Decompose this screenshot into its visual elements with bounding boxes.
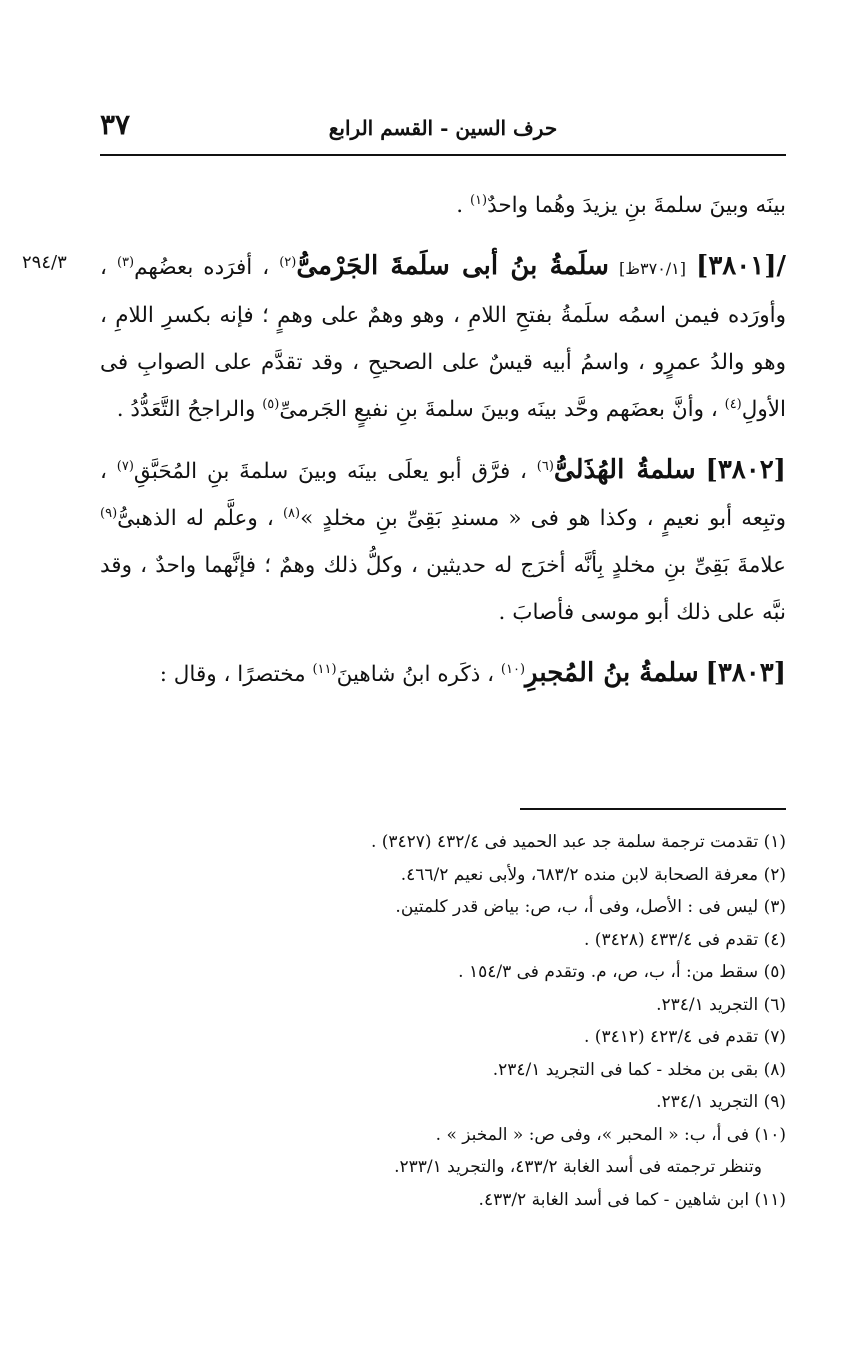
entry-3803 xyxy=(100,650,786,698)
footnote-marker: (٢) xyxy=(279,254,297,270)
footnote: (٣) ليس فى : الأصل، وفى أ، ب، ص: بياض قدر كلمتين. xyxy=(395,897,786,917)
entry-text: ، فرَّق أبو يعلَى بينَه وبينَ سلمةَ بنِ المُحَبَّقِ xyxy=(133,459,527,484)
entry-ref: [٣٧٠/١ظ] xyxy=(618,259,687,278)
running-head: حرف السين - القسم الرابع xyxy=(328,116,558,140)
entry-name: سلَمةُ بنُ أبى سلَمةَ الجَرْمىُّ xyxy=(296,251,609,281)
main-text xyxy=(100,182,786,698)
continuation-end: . xyxy=(456,193,470,218)
entry-3801 xyxy=(100,243,786,433)
footnote: (٨) بقى بن مخلد - كما فى التجريد ٢٣٤/١. xyxy=(492,1059,786,1080)
entry-number: [٣٨٠٢] xyxy=(705,455,786,485)
page-header xyxy=(100,108,786,144)
footnote-marker: (١) xyxy=(469,192,488,208)
entry-name: سلمةُ بنُ المُجبرِ xyxy=(525,658,699,688)
footnote-marker: (٥) xyxy=(262,396,280,412)
entry-text: ، أفرَده بعضُهم xyxy=(134,255,270,280)
footnote: (٢) معرفة الصحابة لابن منده ٦٨٣/٢، ولأبى نعيم ٤٦٦/٢. xyxy=(400,864,786,885)
continuation-text: بينَه وبينَ سلمةَ بنِ يزيدَ وهُما واحدٌ xyxy=(487,193,786,218)
header-rule xyxy=(100,154,786,156)
entry-text: ، وعلَّم له الذهبىُّ xyxy=(117,506,274,531)
footnote-rule xyxy=(520,808,786,810)
footnote-marker: (٧) xyxy=(116,458,134,474)
entry-text: ، وأورَده فيمن اسمُه سلَمةُ بفتحِ اللامِ ، وهو وهمٌ على وهمٍ ؛ فإنه بكسرِ اللامِ ، وهو والدُ عمرٍو ، واسمُ أبيه قيسٌ على الصحيحِ ، وقد تقدَّم على الصوابِ فى الأولِ xyxy=(100,255,786,422)
entry-name: سلمةُ الهُذَلىُّ xyxy=(553,455,696,485)
footnote: (٥) سقط من: أ، ب، ص، م. وتقدم فى ١٥٤/٣ . xyxy=(458,962,786,982)
entry-mark: / xyxy=(776,251,786,281)
entry-text: ، وأنَّ بعضَهم وحَّد بينَه وبينَ سلمةَ بنِ نفيعٍ الجَرمىِّ xyxy=(279,397,718,422)
continuation-paragraph xyxy=(100,182,786,229)
entry-text: مختصرًا ، وقال : xyxy=(159,662,306,687)
footnote-continuation: وتنظر ترجمته فى أسد الغابة ٤٣٣/٢، والتجريد ٢٣٣/١. xyxy=(394,1157,762,1177)
footnote-marker: (١٠) xyxy=(500,661,526,677)
footnote: (١) تقدمت ترجمة سلمة جد عبد الحميد فى ٤٣٢/٤ (٣٤٢٧) . xyxy=(370,832,786,852)
entry-number: [٣٨٠١] xyxy=(696,251,777,281)
footnote-marker: (٩) xyxy=(100,505,118,521)
footnote: (١٠) فى أ، ب: « المحبر »، وفى ص: « المخبز » . xyxy=(435,1124,786,1145)
margin-note: ٢٩٤/٣ xyxy=(22,252,67,273)
page-number: ٣٧ xyxy=(100,108,131,141)
footnote-marker: (٦) xyxy=(536,458,554,474)
footnotes xyxy=(100,826,786,1216)
entry-text: علامةَ بَقِىِّ بنِ مخلدٍ بِأنَّه أخرَج له حديثين ، وكلُّ ذلك وهمٌ ؛ فإنَّهما واحدٌ ، وقد نبَّه على ذلك أبو موسى فأصابَ . xyxy=(100,553,786,625)
entry-text: ، وتبِعه أبو نعيمٍ ، وكذا هو فى « مسندِ بَقِىِّ بنِ مخلدٍ » xyxy=(100,459,786,531)
entry-text: ، ذكَره ابنُ شاهينَ xyxy=(336,662,495,687)
entry-number: [٣٨٠٣] xyxy=(705,658,786,688)
footnote-marker: (٨) xyxy=(282,505,301,521)
footnote: (٩) التجريد ٢٣٤/١. xyxy=(656,1092,786,1112)
entry-3802 xyxy=(100,447,786,636)
footnote-marker: (٣) xyxy=(116,254,135,270)
footnote-marker: (٤) xyxy=(724,396,742,412)
entry-text: والراجحُ التَّعَدُّدُ . xyxy=(116,397,256,422)
footnote: (١١) ابن شاهين - كما فى أسد الغابة ٤٣٣/٢. xyxy=(478,1189,786,1210)
footnote: (٤) تقدم فى ٤٣٣/٤ (٣٤٢٨) . xyxy=(584,929,786,950)
footnote: (٦) التجريد ٢٣٤/١. xyxy=(656,994,786,1015)
footnote-marker: (١١) xyxy=(312,661,337,677)
footnote: (٧) تقدم فى ٤٢٣/٤ (٣٤١٢) . xyxy=(584,1027,786,1047)
